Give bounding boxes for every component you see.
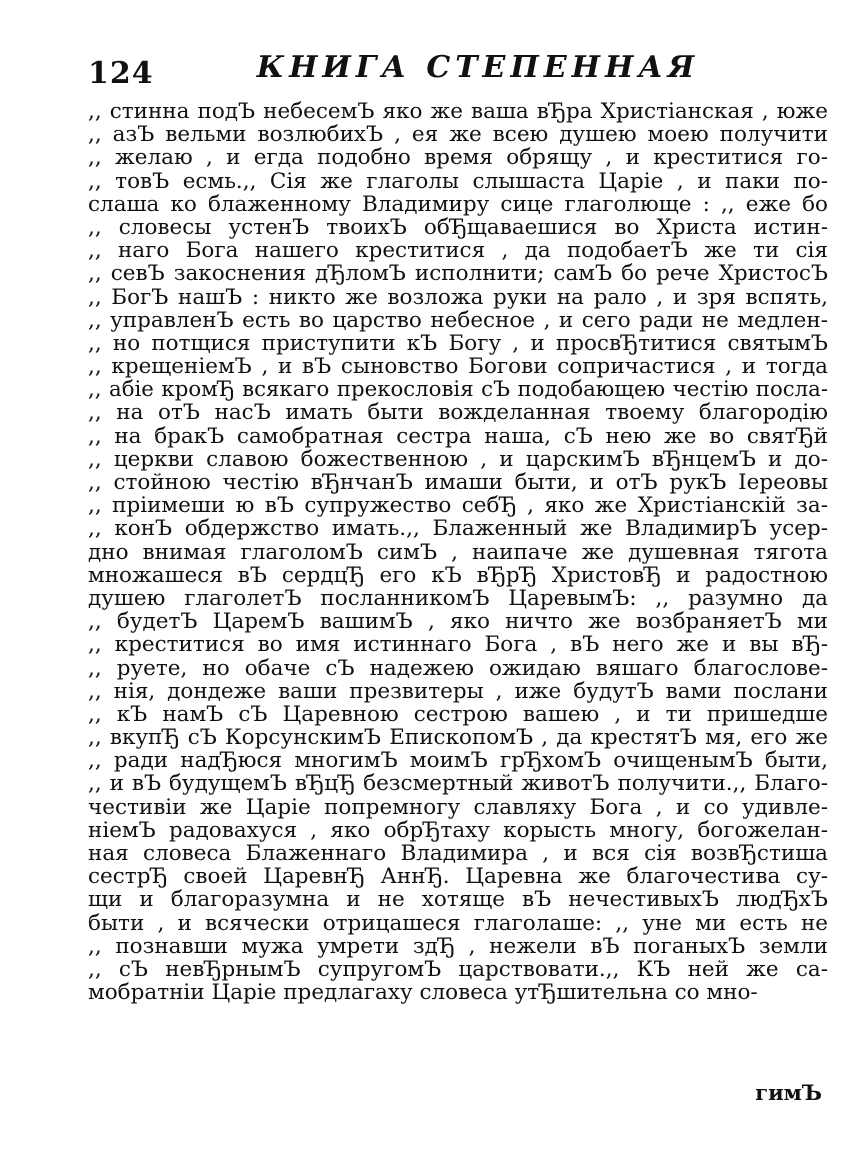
text-line: ,, руете, но обаче сЪ надежею ожидаю вяшаго благослове- bbox=[88, 656, 828, 680]
text-line: ,, будетЪ ЦаремЪ вашимЪ , яко ничто же возбраняетЪ ми bbox=[88, 610, 828, 634]
text-line: ная словеса Блаженнаго Владимира , и вся сія возвЂстиша bbox=[88, 842, 828, 866]
text-line: ,, азЪ вельми возлюбихЪ , ея же всею душею моею получити bbox=[88, 123, 828, 147]
text-line: ,, познавши мужа умрети здЂ , нежели вЪ поганыхЪ земли bbox=[88, 934, 828, 958]
text-line: ,, нія, дондеже ваши презвитеры , иже будутЪ вами послани bbox=[88, 679, 828, 703]
text-line: ,, наго Бога нашего креститися , да подобаетЪ же ти сія bbox=[88, 239, 828, 263]
text-line: слаша ко блаженному Владимиру сице глаголюще : ,, еже бо bbox=[88, 192, 828, 216]
text-line: щи и благоразумна и не хотяще вЪ нечестивыхЪ людЂхЪ bbox=[88, 888, 828, 912]
text-line: дно внимая глаголомЪ симЪ , наипаче же душевная тягота bbox=[88, 540, 828, 564]
text-line: ,, желаю , и егда подобно время обрящу , и креститися го- bbox=[88, 146, 828, 170]
text-line: ,, крещеніемЪ , и вЪ сыновство Богови сопричастися , и тогда bbox=[88, 355, 828, 379]
text-line: ,, церкви славою божественною , и царскимЪ вЂнцемЪ и до- bbox=[88, 447, 828, 471]
text-line: ,, вкупЂ сЪ КорсунскимЪ ЕпископомЪ , да крестятЪ мя, его же bbox=[88, 726, 828, 750]
text-line: ,, управленЪ есть во царство небесное , и сего ради не медлен- bbox=[88, 308, 828, 332]
page-number: 124 bbox=[88, 56, 154, 91]
text-line: ,, абіе кромЂ всякаго прекословія сЪ подобающею честію посла- bbox=[88, 378, 828, 402]
text-line: ,, ради надЂюся многимЪ моимЪ грЂхомЪ очищенымЪ быти, bbox=[88, 749, 828, 773]
text-line: быти , и всячески отрицашеся глаголаше: ,, уне ми есть не bbox=[88, 911, 828, 935]
text-line: ,, на отЪ насЪ имать быти вожделанная твоему благородію bbox=[88, 401, 828, 425]
running-title: КНИГА СТЕПЕННАЯ bbox=[256, 50, 700, 85]
text-line: мобратніи Царіе предлагаху словеса утЂшительна со мно- bbox=[88, 981, 758, 1005]
text-line: ,, и вЪ будущемЪ вЂцЂ безсмертный животЪ получити.,, Благо- bbox=[88, 772, 828, 796]
text-line: сестрЂ своей ЦаревнЂ АннЂ. Царевна же благочестива су- bbox=[88, 865, 828, 889]
text-line: ,, севЪ закоснения дЂломЪ исполнити; самЪ бо рече ХристосЪ bbox=[88, 262, 828, 286]
text-line: ніемЪ радовахуся , яко обрЂтаху корысть многу, богожелан- bbox=[88, 818, 828, 842]
text-line: ,, сЪ невЂрнымЪ супругомЪ царствовати.,, КЪ ней же са- bbox=[88, 957, 828, 982]
text-line: ,, на бракЪ самобратная сестра наша, сЪ нею же во святЂй bbox=[88, 424, 828, 448]
text-line: ,, БогЪ нашЪ : никто же возложа руки на рало , и зря вспять, bbox=[88, 285, 828, 309]
text-line: ,, товЪ есмь.,, Сія же глаголы слышаста Царіе , и паки по- bbox=[88, 169, 828, 193]
catchword: гимЪ bbox=[755, 1080, 822, 1105]
text-line: ,, но потщися приступити кЪ Богу , и просвЂтитися святымЪ bbox=[88, 331, 828, 356]
text-line: душею глаголетЪ посланникомЪ ЦаревымЪ: ,, разумно да bbox=[88, 586, 828, 611]
text-line: множашеся вЪ сердцЂ его кЪ вЂрЂ ХристовЂ и радостною bbox=[88, 563, 828, 587]
text-line: честивіи же Царіе попремногу славляху Бога , и со удивле- bbox=[88, 795, 828, 819]
page-header bbox=[88, 44, 828, 90]
text-line: ,, словесы устенЪ твоихЪ обЂщаваешися во Христа истин- bbox=[88, 215, 828, 240]
text-line: ,, стойною честію вЂнчанЪ имаши быти, и отЪ рукЪ Іереовы bbox=[88, 471, 828, 495]
text-line: ,, конЪ обдержство имать.,, Блаженный же ВладимирЪ усер- bbox=[88, 517, 828, 541]
text-line: ,, пріимеши ю вЪ супружество себЂ , яко же Христіанскій за- bbox=[88, 494, 828, 518]
text-line: ,, кЪ намЪ сЪ Царевною сестрою вашею , и ти пришедше bbox=[88, 702, 828, 727]
body-text bbox=[88, 100, 828, 1004]
text-line: ,, креститися во имя истиннаго Бога , вЪ него же и вы вЂ- bbox=[88, 633, 828, 657]
text-line: ,, стинна подЪ небесемЪ яко же ваша вЂра Христіанская , юже bbox=[88, 100, 828, 124]
